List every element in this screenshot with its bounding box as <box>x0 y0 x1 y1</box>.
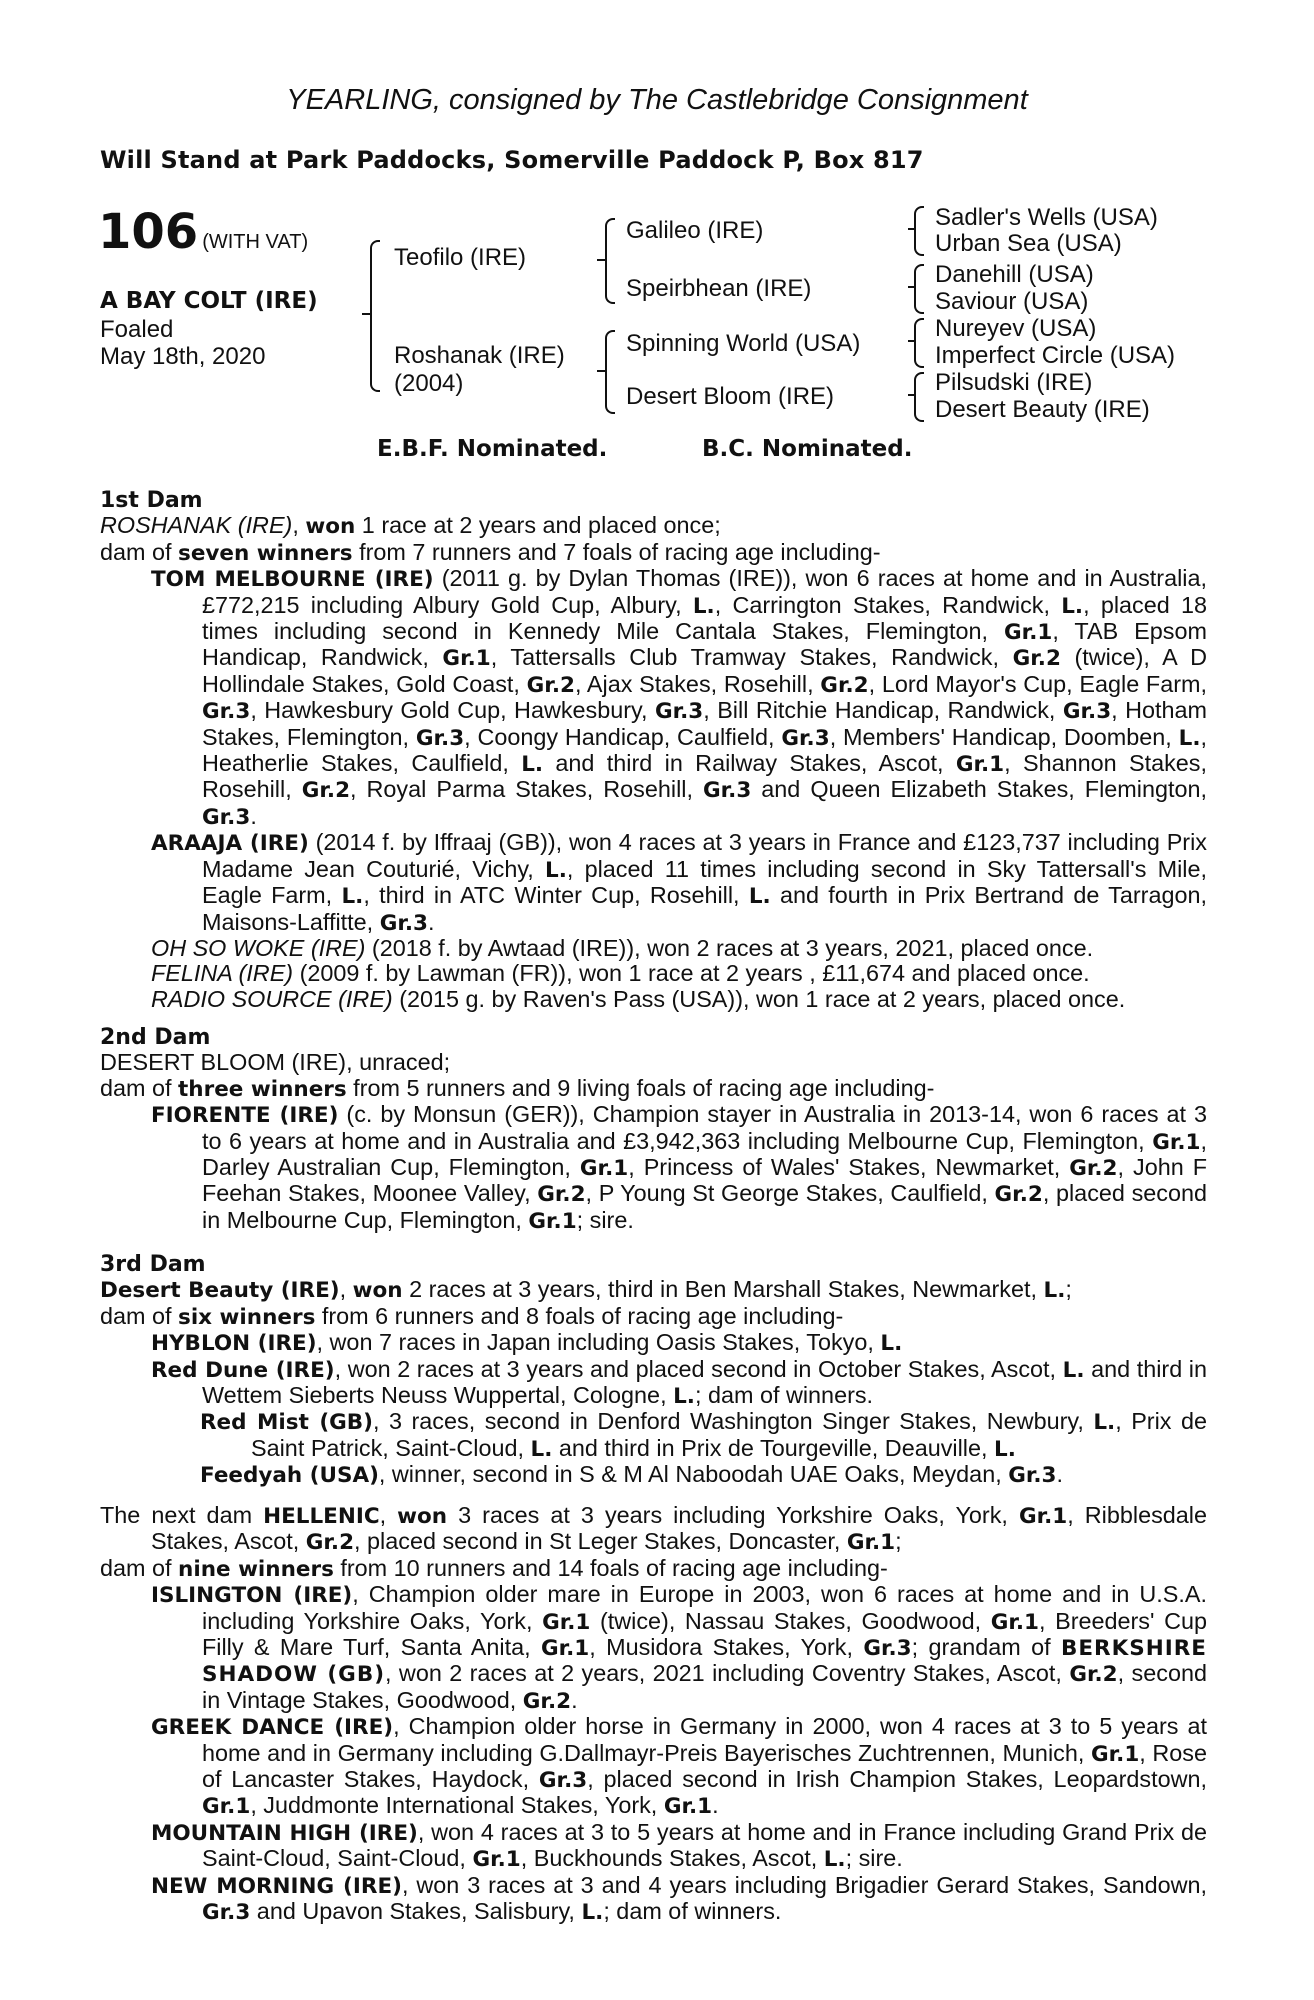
text-run: , <box>339 1276 353 1303</box>
text-run: Gr.1 <box>542 1609 591 1635</box>
text-run: Gr.1 <box>579 1156 629 1182</box>
next-dam-section <box>100 1503 1207 1926</box>
text-run: and Upavon Stakes, Salisbury, <box>250 1898 582 1925</box>
text-run: ; dam of winners. <box>603 1898 782 1925</box>
text-run: Gr.3 <box>415 725 465 751</box>
dam-sire-name: Spinning World (USA) <box>626 330 861 357</box>
text-run: L. <box>530 1436 553 1462</box>
text-run: L. <box>1093 1410 1116 1436</box>
text-run: , Ajax Stakes, Rosehill, <box>574 670 821 697</box>
g-brace-1-tip <box>908 228 914 230</box>
text-run: Red Dune (IRE) <box>151 1357 335 1383</box>
text-run: ; grandam of <box>911 1634 1061 1661</box>
text-run: Gr.3 <box>379 910 428 936</box>
sire-name: Teofilo (IRE) <box>394 244 527 271</box>
text-run: , won 2 races at 3 years and placed second in October Stakes, Ascot, <box>334 1355 1063 1382</box>
text-run: dam of <box>100 1554 179 1581</box>
dam-dam-name: Desert Bloom (IRE) <box>626 383 835 410</box>
text-run: L. <box>748 884 771 910</box>
first-dam-section <box>100 488 1207 1012</box>
text-run: Gr.3 <box>202 699 251 725</box>
text-run: Gr.3 <box>1062 699 1112 725</box>
text-run: from 10 runners and 14 foals of racing age including- <box>333 1554 888 1581</box>
text-run: (2014 f. by Iffraaj (GB)), won 4 races at 3 years in France and £123,737 including Prix Madame Jean Couturié, Vichy, <box>202 829 1207 882</box>
sire-brace <box>605 218 615 304</box>
text-run: Gr.1 <box>472 1847 521 1873</box>
text-run: (twice), Nassau Stakes, Goodwood, <box>590 1607 991 1634</box>
g-brace-3-tip <box>908 340 914 342</box>
text-run: Gr.1 <box>528 1208 577 1234</box>
produce-tom-melbourne <box>100 566 1207 830</box>
text-run: , John F Feehan Stakes, Moonee Valley, <box>202 1154 1207 1207</box>
g-brace-2 <box>914 264 924 314</box>
text-run: , placed second in Melbourne Cup, Flemington, <box>202 1180 1207 1233</box>
text-run: , Coongy Handicap, Caulfield, <box>464 723 782 750</box>
sire-dam-name: Speirbhean (IRE) <box>626 275 812 302</box>
produce-radio-source <box>100 987 1207 1012</box>
grandsire-7: Pilsudski (IRE) <box>935 369 1093 396</box>
text-run: Gr.2 <box>526 672 575 698</box>
text-run: from 6 runners and 8 foals of racing age including- <box>315 1302 844 1329</box>
text-run: Gr.1 <box>442 646 491 672</box>
text-run: , placed 18 times including second in Kennedy Mile Cantala Stakes, Flemington, <box>202 591 1208 645</box>
text-run: dam of <box>100 1074 179 1101</box>
text-run: six winners <box>178 1304 316 1330</box>
second-dam-line-1: DESERT BLOOM (IRE), unraced; <box>100 1049 451 1076</box>
text-run: won <box>305 514 356 540</box>
ebf-nomination: E.B.F. Nominated. <box>377 436 608 462</box>
grandsire-3: Danehill (USA) <box>935 261 1094 288</box>
text-run: RADIO SOURCE (IRE) <box>151 985 393 1012</box>
text-run: Gr.3 <box>202 804 251 830</box>
text-run: Gr.1 <box>846 1530 896 1556</box>
text-run: L. <box>1043 1278 1066 1304</box>
text-run: won <box>352 1278 403 1304</box>
g-brace-4-tip <box>908 394 914 396</box>
text-run: (c. by Monsun (GER)), Champion stayer in Australia in 2013-14, won 6 races at 3 to 6 years at home and in Australia and £3,942,363 including Melbourne Cup, Flemington, <box>202 1101 1207 1154</box>
text-run: . <box>712 1792 719 1819</box>
text-run: Gr.3 <box>538 1768 588 1794</box>
text-run: FELINA (IRE) <box>151 960 294 987</box>
text-run: ISLINGTON (IRE) <box>151 1583 353 1609</box>
text-run: The next dam <box>100 1502 264 1528</box>
text-run: , Champion older horse in Germany in 2000, won 4 races at 3 to 5 years at home and in Germany including G.Dallmayr-Preis Bayerisches Zuchtrennen, Munich, <box>202 1713 1208 1766</box>
text-run: . <box>571 1686 578 1713</box>
text-run: Gr.1 <box>955 752 1005 778</box>
text-run: and third in Wettem Sieberts Neuss Wuppertal, Cologne, <box>202 1355 1208 1409</box>
text-run: Gr.2 <box>301 778 351 804</box>
text-run: Gr.3 <box>702 778 752 804</box>
text-run: , Musidora Stakes, York, <box>589 1634 864 1661</box>
second-dam-section <box>100 1025 1207 1234</box>
text-run: , won 2 races at 2 years, 2021 including Coventry Stakes, Ascot, <box>385 1660 1070 1687</box>
text-run: , won 7 races in Japan including Oasis Stakes, Tokyo, <box>316 1329 881 1356</box>
text-run: Gr.1 <box>663 1794 713 1820</box>
third-dam-line-2 <box>100 1304 1207 1330</box>
text-run: dam of <box>100 538 179 565</box>
text-run: (twice), A D Hollindale Stakes, Gold Coast, <box>202 644 1207 697</box>
text-run: ; <box>1065 1276 1072 1303</box>
text-run: ; sire. <box>576 1206 634 1233</box>
grandsire-4: Saviour (USA) <box>935 288 1089 315</box>
text-run: Gr.2 <box>522 1688 572 1714</box>
text-run: L. <box>545 857 567 883</box>
text-run: Gr.2 <box>820 672 869 698</box>
text-run: , Carrington Stakes, Randwick, <box>714 591 1062 618</box>
text-run: , Ribblesdale Stakes, Ascot, <box>151 1502 1208 1555</box>
text-run: Gr.1 <box>1018 1504 1068 1529</box>
text-run: Gr.2 <box>1069 1662 1118 1688</box>
text-run: 2 races at 3 years, third in Ben Marshall Stakes, Newmarket, <box>402 1276 1044 1303</box>
text-run: from 7 runners and 7 foals of racing age including- <box>352 538 881 565</box>
text-run: , third in ATC Winter Cup, Rosehill, <box>363 882 749 909</box>
text-run: 3 races at 3 years including Yorkshire Oaks, York, <box>447 1502 1019 1528</box>
text-run: 1 race at 2 years and placed once; <box>355 512 721 539</box>
text-run: from 5 runners and 9 living foals of racing age including- <box>346 1074 935 1101</box>
text-run: , Heatherlie Stakes, Caulfield, <box>202 723 1207 777</box>
produce-oh-so-woke <box>100 936 1207 961</box>
text-run: Gr.3 <box>781 725 830 751</box>
text-run: ; sire. <box>845 1845 903 1872</box>
text-run: Gr.2 <box>1012 646 1061 672</box>
text-run: FIORENTE (IRE) <box>151 1103 339 1129</box>
produce-mountain-high <box>100 1820 1207 1873</box>
text-run: L. <box>1062 1357 1085 1383</box>
text-run: BERKSHIRE SHADOW (GB) <box>202 1636 1207 1688</box>
dam-name: Roshanak (IRE) <box>394 342 565 369</box>
text-run: , Shannon Stakes, Rosehill, <box>202 750 1207 803</box>
text-run: Gr.2 <box>994 1182 1043 1208</box>
text-run: Feedyah (USA) <box>200 1463 379 1489</box>
lot-block <box>98 204 308 260</box>
second-dam-heading: 2nd Dam <box>100 1025 211 1050</box>
text-run: , Darley Australian Cup, Flemington, <box>202 1127 1207 1181</box>
text-run: , won 4 races at 3 to 5 years at home and in France including Grand Prix de Saint-Cloud, Saint-Cloud, <box>202 1818 1207 1872</box>
text-run: MOUNTAIN HIGH (IRE) <box>151 1820 418 1846</box>
text-run: HYBLON (IRE) <box>151 1331 317 1357</box>
text-run: , second in Vintage Stakes, Goodwood, <box>202 1660 1207 1713</box>
vat-note: (WITH VAT) <box>202 231 309 253</box>
text-run: , Rose of Lancaster Stakes, Haydock, <box>202 1739 1207 1793</box>
text-run: , TAB Epsom Handicap, Randwick, <box>202 618 1207 671</box>
text-run: , Bill Ritchie Handicap, Randwick, <box>703 697 1063 724</box>
text-run: Gr.3 <box>654 699 704 725</box>
text-run: and third in Railway Stakes, Ascot, <box>543 750 956 777</box>
text-run: , <box>379 1502 398 1528</box>
text-run: . <box>428 908 435 935</box>
third-dam-section <box>100 1252 1207 1489</box>
text-run: Gr.1 <box>1152 1129 1201 1155</box>
text-run: ; dam of winners. <box>694 1382 874 1409</box>
produce-new-morning <box>100 1873 1207 1926</box>
text-run: , Prix de Saint Patrick, Saint-Cloud, <box>251 1408 1207 1461</box>
lot-description: A BAY COLT (IRE) <box>100 288 318 314</box>
grandsire-1: Sadler's Wells (USA) <box>935 204 1158 231</box>
text-run: (2018 f. by Awtaad (IRE)), won 2 races at 3 years, 2021, placed once. <box>365 934 1094 961</box>
produce-felina <box>100 961 1207 986</box>
text-run: HELLENIC <box>263 1504 380 1529</box>
text-run: Gr.2 <box>537 1182 586 1208</box>
grandsire-5: Nureyev (USA) <box>935 315 1097 342</box>
text-run: Gr.2 <box>1069 1156 1118 1182</box>
produce-red-mist <box>100 1409 1207 1462</box>
first-dam-line-2 <box>100 540 1207 566</box>
text-run: Gr.1 <box>1090 1741 1140 1767</box>
next-dam-line-1 <box>100 1503 1207 1556</box>
text-run: ROSHANAK (IRE) <box>100 512 293 539</box>
dam-brace-tip <box>597 370 605 372</box>
g-brace-3 <box>914 318 924 368</box>
text-run: , P Young St George Stakes, Caulfield, <box>585 1180 995 1207</box>
text-run: L. <box>994 1436 1016 1462</box>
produce-islington <box>100 1582 1207 1714</box>
produce-araaja <box>100 830 1207 936</box>
grandsire-6: Imperfect Circle (USA) <box>935 342 1176 369</box>
text-run: , Royal Parma Stakes, Rosehill, <box>350 776 703 803</box>
text-run: , placed second in Irish Champion Stakes, Leopardstown, <box>587 1766 1208 1793</box>
second-dam-line-2 <box>100 1076 1207 1102</box>
g-brace-2-tip <box>908 286 914 288</box>
text-run: , Champion older mare in Europe in 2003, won 6 races at home and in U.S.A. including Yorkshire Oaks, York, <box>202 1581 1207 1634</box>
pedigree-brace-tip <box>362 313 370 315</box>
text-run: , Members' Handicap, Doomben, <box>829 723 1179 750</box>
produce-greek-dance <box>100 1714 1207 1820</box>
text-run: GREEK DANCE (IRE) <box>151 1715 394 1741</box>
first-dam-heading: 1st Dam <box>100 488 203 513</box>
text-run: won <box>397 1504 448 1529</box>
text-run: L. <box>692 593 715 619</box>
text-run: Gr.1 <box>990 1609 1039 1635</box>
sire-brace-tip <box>597 259 605 261</box>
text-run: L. <box>673 1384 695 1410</box>
text-run: (2011 g. by Dylan Thomas (IRE)), won 6 races at home and in Australia, £772,215 including Albury Gold Cup, Albury, <box>202 565 1208 618</box>
text-run: , Hotham Stakes, Flemington, <box>202 697 1207 750</box>
third-dam-line-1 <box>100 1277 1207 1303</box>
text-run: Desert Beauty (IRE) <box>100 1278 340 1304</box>
foaled-info <box>100 316 265 370</box>
stand-location: Will Stand at Park Paddocks, Somerville Paddock P, Box 817 <box>100 146 924 174</box>
text-run: , placed 11 times including second in Sky Tattersall's Mile, Eagle Farm, <box>202 855 1207 909</box>
text-run: Gr.3 <box>202 1900 251 1926</box>
text-run: NEW MORNING (IRE) <box>151 1873 402 1899</box>
text-run: Gr.1 <box>202 1794 251 1820</box>
foaled-date: May 18th, 2020 <box>100 343 266 370</box>
text-run: , placed second in St Leger Stakes, Doncaster, <box>354 1528 847 1555</box>
text-run: dam of <box>100 1302 179 1329</box>
text-run: L. <box>1178 725 1201 751</box>
text-run: , Lord Mayor's Cup, Eagle Farm, <box>868 670 1208 697</box>
text-run: , Breeders' Cup Filly & Mare Turf, Santa Anita, <box>202 1607 1207 1661</box>
first-dam-line-1 <box>100 513 1207 539</box>
text-run: OH SO WOKE (IRE) <box>151 934 366 961</box>
text-run: L. <box>823 1847 846 1873</box>
bc-nomination: B.C. Nominated. <box>702 436 913 462</box>
text-run: , winner, second in S & M Al Naboodah UAE Oaks, Meydan, <box>378 1461 1009 1488</box>
text-run: ; <box>895 1528 902 1555</box>
foaled-label: Foaled <box>100 316 174 343</box>
text-run: L. <box>581 1900 604 1926</box>
dam-brace <box>605 330 615 414</box>
text-run: , won 3 races at 3 and 4 years including Brigadier Gerard Stakes, Sandown, <box>401 1871 1208 1898</box>
pedigree-brace <box>370 240 380 392</box>
text-run: nine winners <box>178 1556 334 1582</box>
text-run: ARAAJA (IRE) <box>151 831 309 857</box>
text-run: (2015 g. by Raven's Pass (USA)), won 1 race at 2 years, placed once. <box>392 985 1126 1012</box>
text-run: seven winners <box>178 540 353 566</box>
text-run: , Buckhounds Stakes, Ascot, <box>520 1845 824 1872</box>
text-run: L. <box>521 752 544 778</box>
text-run: . <box>250 802 257 829</box>
text-run: and fourth in Prix Bertrand de Tarragon, Maisons-Laffitte, <box>202 882 1207 935</box>
lot-number: 106 <box>98 204 199 260</box>
text-run: L. <box>1061 593 1084 619</box>
produce-red-dune <box>100 1357 1207 1410</box>
g-brace-4 <box>914 372 924 422</box>
produce-hyblon <box>100 1330 1207 1356</box>
text-run: L. <box>880 1331 903 1357</box>
text-run: Gr.3 <box>863 1636 912 1662</box>
g-brace-1 <box>914 206 924 256</box>
text-run: , <box>292 512 306 539</box>
text-run: L. <box>341 884 364 910</box>
text-run: . <box>1056 1461 1064 1488</box>
text-run: and third in Prix de Tourgeville, Deauville, <box>552 1434 995 1461</box>
text-run: (2009 f. by Lawman (FR)), won 1 race at 2 years , £11,674 and placed once. <box>293 960 1090 987</box>
text-run: and Queen Elizabeth Stakes, Flemington, <box>751 776 1208 803</box>
produce-feedyah <box>100 1462 1207 1488</box>
text-run: , Princess of Wales' Stakes, Newmarket, <box>628 1154 1070 1181</box>
text-run: , Hawkesbury Gold Cup, Hawkesbury, <box>250 697 655 724</box>
text-run: Gr.1 <box>1004 620 1053 646</box>
text-run: Gr.1 <box>540 1636 590 1662</box>
consignment-header: YEARLING, consigned by The Castlebridge Consignment <box>286 84 1028 116</box>
dam-year: (2004) <box>394 370 464 397</box>
text-run: Red Mist (GB) <box>200 1410 374 1436</box>
text-run: , Tattersalls Club Tramway Stakes, Randwick, <box>490 644 1013 671</box>
text-run: Gr.3 <box>1008 1463 1057 1489</box>
grandsire-8: Desert Beauty (IRE) <box>935 396 1150 423</box>
third-dam-heading: 3rd Dam <box>100 1252 206 1277</box>
text-run: Gr.2 <box>305 1530 355 1556</box>
sire-sire-name: Galileo (IRE) <box>626 217 764 244</box>
text-run: TOM MELBOURNE (IRE) <box>151 567 434 593</box>
grandsire-2: Urban Sea (USA) <box>935 230 1122 257</box>
text-run: , 3 races, second in Denford Washington Singer Stakes, Newbury, <box>373 1408 1094 1435</box>
produce-fiorente <box>100 1102 1207 1234</box>
text-run: , Juddmonte International Stakes, York, <box>250 1792 664 1819</box>
next-dam-line-2 <box>100 1556 1207 1582</box>
text-run: three winners <box>178 1076 347 1102</box>
